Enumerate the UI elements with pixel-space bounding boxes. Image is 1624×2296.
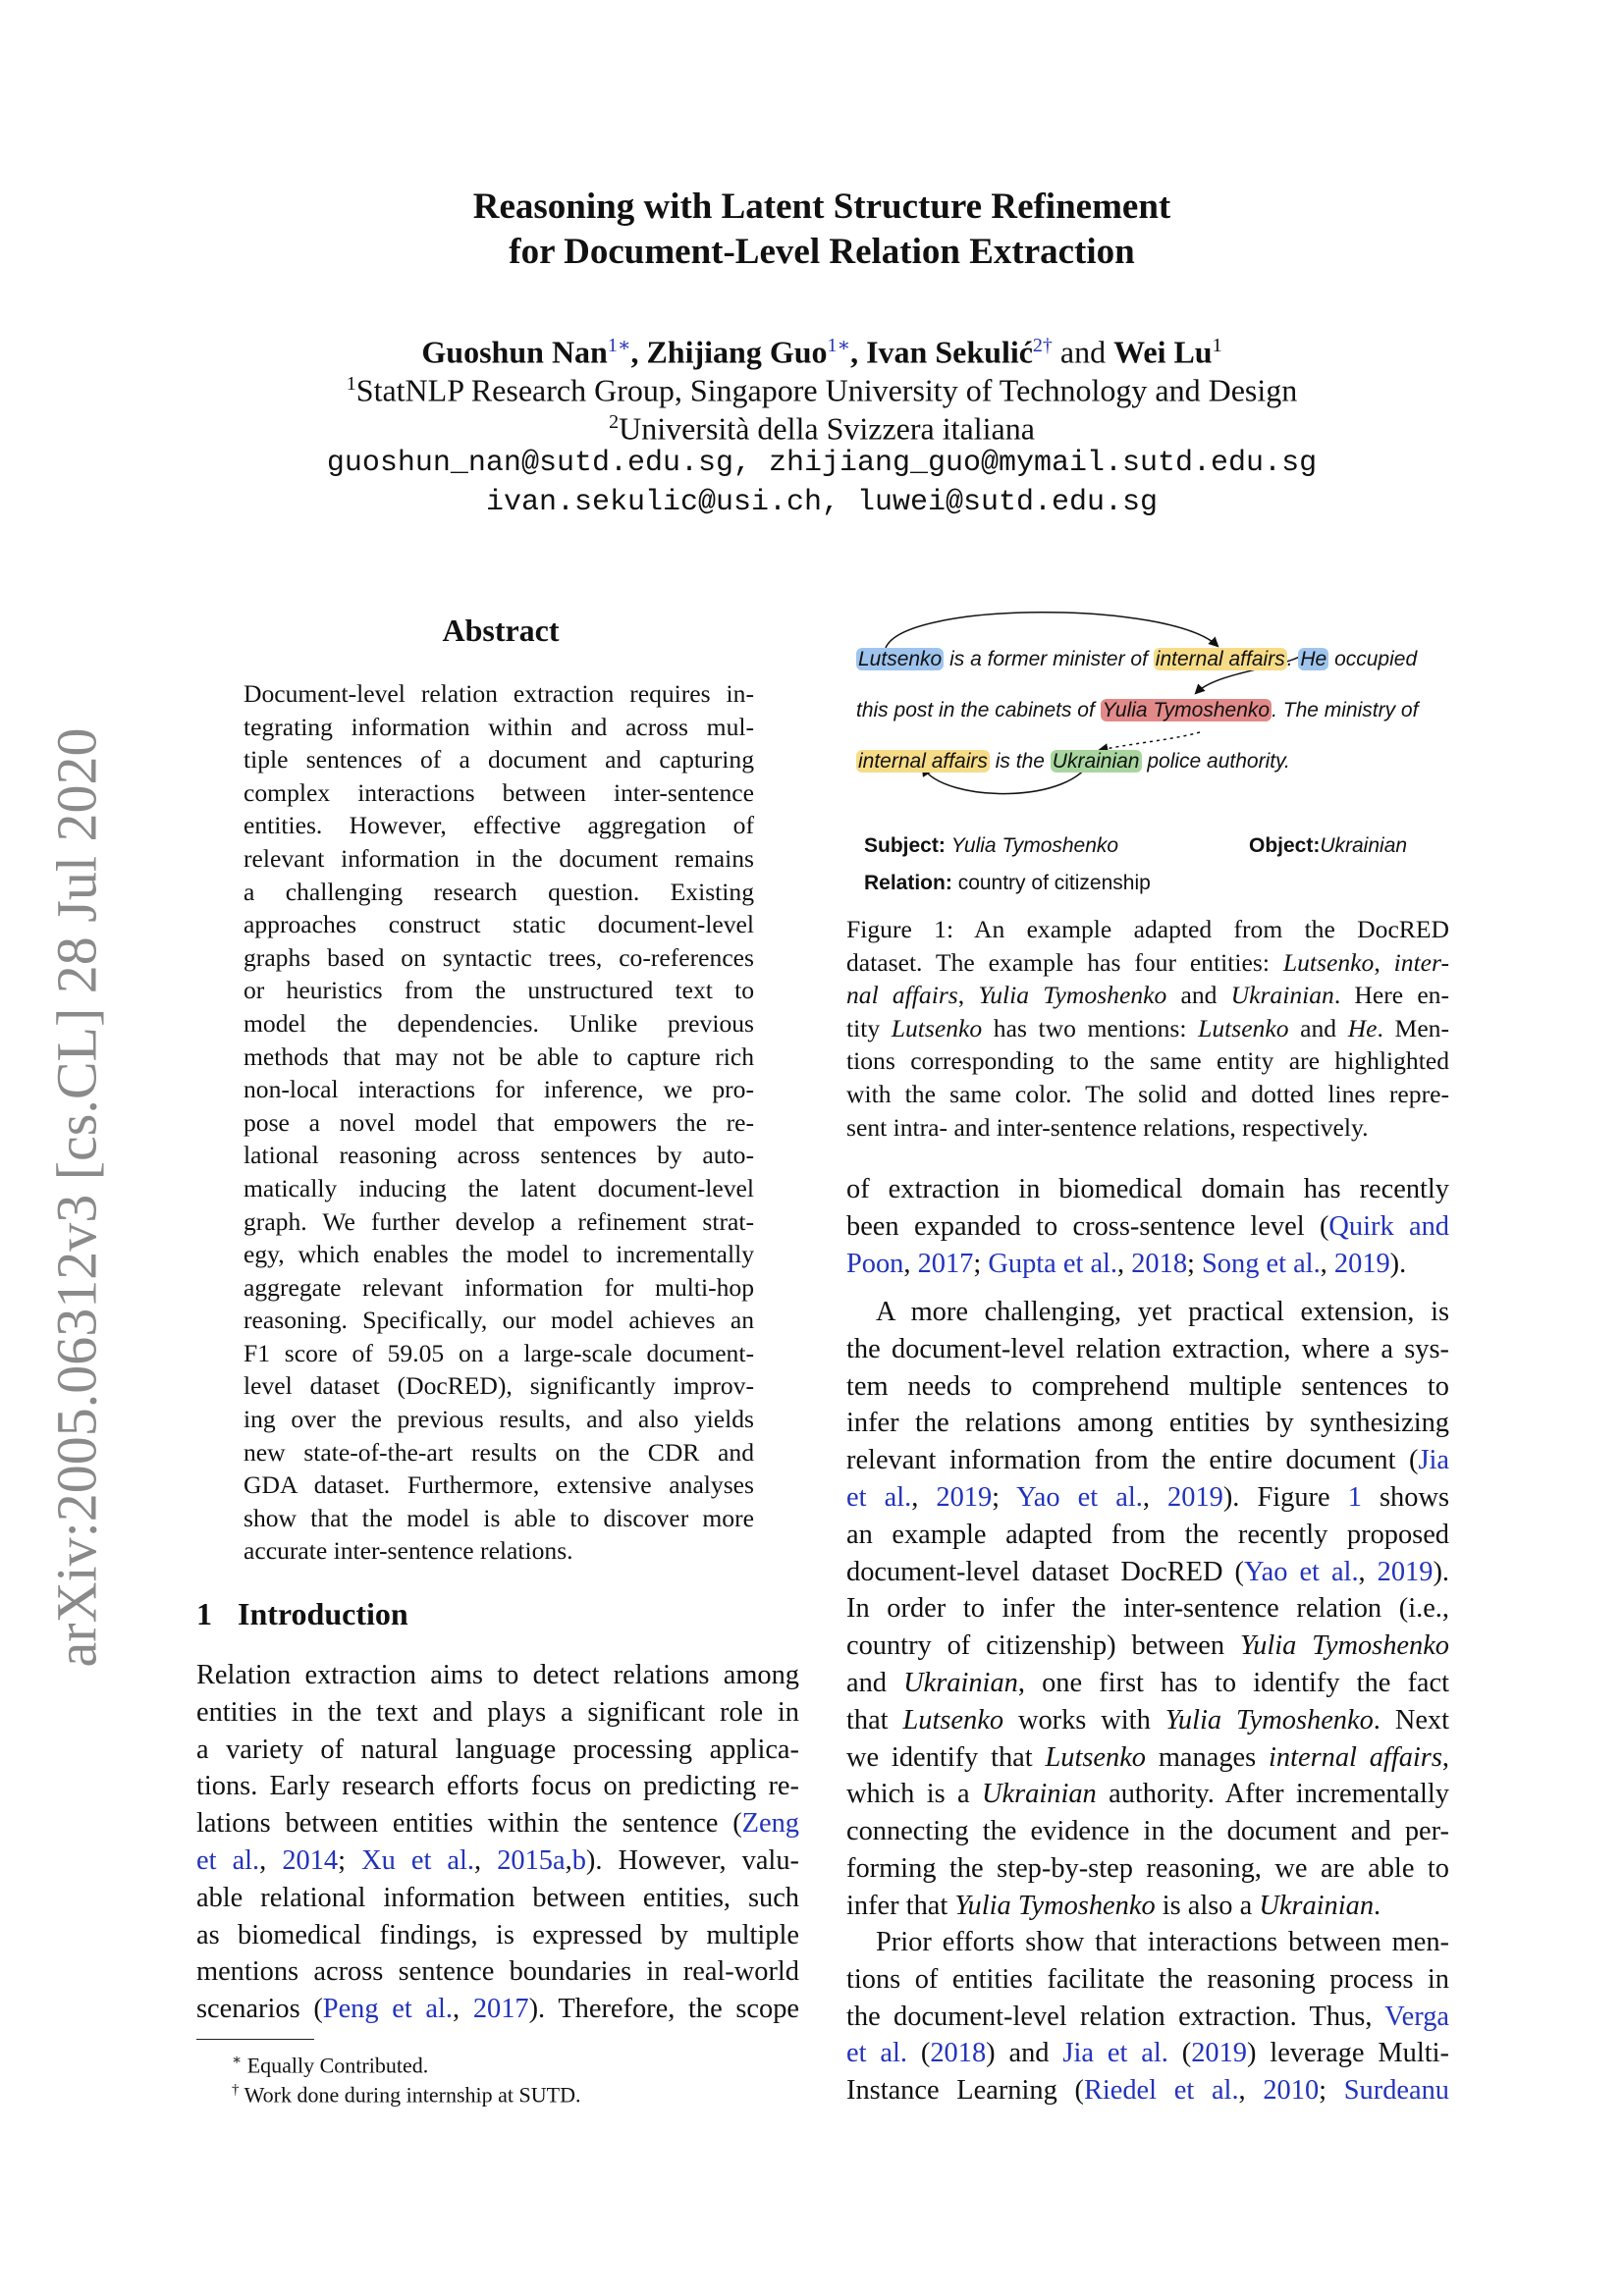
- author-2: Zhijiang Guo: [646, 334, 828, 370]
- entity-he: He: [1300, 648, 1327, 670]
- text-line: [846, 2072, 1449, 2109]
- text: tions corresponding to the same entity are highlighted: [846, 1046, 1449, 1076]
- abstract-line: matically inducing the latent document-level: [244, 1173, 754, 1202]
- citation-link[interactable]: Jia et al.: [1062, 2038, 1168, 2069]
- citation-link[interactable]: Surdeanu: [1343, 2075, 1449, 2107]
- text: ,: [565, 1844, 572, 1876]
- text-line: [846, 2035, 1449, 2072]
- text: ;: [1319, 2075, 1344, 2107]
- abstract-line: reasoning. Specifically, our model achieves an: [244, 1306, 754, 1335]
- abstract-line: new state-of-the-art results on the CDR and: [244, 1437, 754, 1467]
- text-line: [846, 1331, 1449, 1368]
- text-line: [846, 1554, 1449, 1591]
- author-4: Wei Lu: [1113, 334, 1213, 370]
- email-line-2: ivan.sekulic@usi.ch, luwei@sutd.edu.sg: [485, 486, 1159, 519]
- italic-text: Yulia Tymoshenko: [954, 1890, 1156, 1921]
- figure-1-caption: [846, 913, 1449, 1144]
- text: ,: [911, 1481, 937, 1513]
- text: and: [1166, 981, 1231, 1010]
- footnote-2-mark: †: [232, 2082, 240, 2098]
- citation-link[interactable]: Yao et al.: [1243, 1556, 1359, 1587]
- section-heading-introduction: [196, 1596, 408, 1632]
- text-line: [846, 946, 1449, 980]
- title-line-1: Reasoning with Latent Structure Refinement: [472, 187, 1171, 227]
- text: .: [1374, 1890, 1381, 1921]
- abstract-line: relevant information in the document remains: [244, 843, 754, 873]
- text: Instance Learning (: [846, 2075, 1084, 2107]
- text: a variety of natural language processing applica-: [196, 1734, 799, 1765]
- text-line: [846, 1479, 1449, 1517]
- text: Figure 1: An example adapted from the DocRED: [846, 915, 1449, 943]
- author-1: Guoshun Nan: [421, 334, 608, 370]
- text-line: [196, 1805, 799, 1842]
- citation-link[interactable]: 2015a: [497, 1844, 566, 1876]
- text-line: [196, 1768, 799, 1805]
- figure-subject: [864, 834, 1118, 858]
- text: and: [846, 1667, 904, 1698]
- text: ,: [453, 1994, 473, 2025]
- text: . Here en-: [1333, 981, 1449, 1010]
- title-line-2: for Document-Level Relation Extraction: [509, 232, 1135, 272]
- text: infer that: [846, 1890, 955, 1921]
- affiliation-2: [196, 402, 1447, 449]
- abstract-line: tegrating information within and across mul-: [244, 712, 754, 741]
- text-line: [846, 1739, 1449, 1777]
- text-line: [196, 1880, 799, 1917]
- citation-link[interactable]: Jia: [1418, 1445, 1449, 1476]
- text: ,: [1238, 2075, 1264, 2107]
- object-label: Object:: [1249, 834, 1321, 857]
- intro-right-column-bottom: [846, 1924, 1449, 2109]
- section-number: 1: [196, 1596, 212, 1631]
- text: ,: [1358, 1556, 1378, 1587]
- abstract-line: egy, which enables the model to incrementally: [244, 1240, 754, 1269]
- text: the document-level relation extraction, where a sys-: [846, 1333, 1449, 1364]
- abstract-body: [244, 677, 754, 1568]
- text-line: [846, 1924, 1449, 1961]
- italic-text: Yulia Tymoshenko: [1239, 1630, 1450, 1662]
- intro-left-column: [196, 1657, 799, 2028]
- text-line: [846, 1888, 1449, 1925]
- text-line: [846, 1590, 1449, 1628]
- citation-link[interactable]: 2018: [1131, 1248, 1188, 1279]
- abstract-line: aggregate relevant information for multi-hop: [244, 1272, 754, 1302]
- italic-text: Lutsenko: [902, 1704, 1004, 1735]
- intro-right-column-top: [846, 1171, 1449, 1282]
- citation-link[interactable]: Riedel et al.: [1083, 2075, 1239, 2107]
- citation-link[interactable]: et al.: [196, 1844, 260, 1876]
- italic-text: Ukrainian: [1259, 1890, 1375, 1921]
- figure-text: . The ministry of: [1272, 699, 1419, 721]
- text: ,: [259, 1844, 283, 1876]
- arxiv-sidebar: [27, 707, 126, 1688]
- author-1-mark: 1∗: [607, 335, 631, 356]
- text: relevant information from the entire document (: [846, 1445, 1419, 1476]
- abstract-line: graphs based on syntactic trees, co-references: [244, 942, 754, 972]
- affiliation-1-text: StatNLP Research Group, Singapore University of Technology and Design: [355, 372, 1298, 408]
- citation-link[interactable]: et al.: [846, 2038, 907, 2069]
- text-line: [846, 913, 1449, 946]
- text: which is a: [846, 1779, 983, 1810]
- abstract-line: model the dependencies. Unlike previous: [244, 1008, 754, 1038]
- text: Relation extraction aims to detect relations among: [196, 1660, 799, 1690]
- text: with the same color. The solid and dotted lines repre-: [846, 1079, 1449, 1108]
- citation-link[interactable]: 2018: [930, 2038, 987, 2069]
- text-line: [196, 1732, 799, 1769]
- italic-text: Lutsenko: [891, 1013, 983, 1042]
- text: mentions across sentence boundaries in real-world: [196, 1956, 799, 1988]
- abstract-line: or heuristics from the unstructured text to: [244, 976, 754, 1005]
- text-line: [846, 1294, 1449, 1331]
- text: ;: [992, 1481, 1017, 1513]
- text-line: [846, 1442, 1449, 1479]
- figure-text: .: [1286, 648, 1299, 670]
- text: ,: [1441, 1741, 1449, 1773]
- author-3-mark: 2†: [1032, 335, 1053, 356]
- abstract-line: tiple sentences of a document and capturing: [244, 745, 754, 774]
- text-line: [846, 1208, 1449, 1246]
- text: ;: [338, 1844, 362, 1876]
- affiliation-2-mark: 2: [609, 411, 620, 433]
- citation-link[interactable]: 2019: [1377, 1556, 1434, 1587]
- affiliation-1-mark: 1: [346, 373, 356, 395]
- abstract-line: GDA dataset. Furthermore, extensive analyses: [244, 1470, 754, 1500]
- text: ,: [474, 1844, 498, 1876]
- abstract-line: graph. We further develop a refinement strat-: [244, 1206, 754, 1236]
- text: ,: [1374, 947, 1394, 977]
- figure-relation: [864, 872, 1151, 895]
- figure-sentence-2: [856, 699, 1418, 722]
- arxiv-identifier: arXiv:2005.06312v3 [cs.CL] 28 Jul 2020: [44, 727, 109, 1668]
- text: the document-level relation extraction. Thus,: [846, 2001, 1385, 2032]
- citation-link[interactable]: Poon: [846, 1248, 904, 1279]
- citation-link[interactable]: 2019: [1333, 1248, 1390, 1279]
- text-line: [846, 1517, 1449, 1554]
- italic-text: Ukrainian: [982, 1779, 1097, 1810]
- text: and: [1288, 1013, 1348, 1042]
- abstract-line: entities. However, effective aggregation of: [244, 811, 754, 840]
- figure-text: this post in the cabinets of: [856, 699, 1101, 721]
- text: tions of entities facilitate the reasoning process in: [846, 1963, 1449, 1995]
- text: forming the step-by-step reasoning, we are able to: [846, 1852, 1449, 1884]
- object-value: Ukrainian: [1320, 834, 1408, 857]
- text-line: [846, 1961, 1449, 1999]
- text: infer the relations among entities by synthesizing: [846, 1408, 1449, 1439]
- text-line: [846, 979, 1449, 1012]
- italic-text: Ukrainian: [1230, 981, 1334, 1010]
- footnote-2-text: Work done during internship at SUTD.: [244, 2082, 581, 2108]
- italic-text: Lutsenko: [1282, 947, 1375, 977]
- abstract-line: approaches construct static document-level: [244, 910, 754, 939]
- text: authority. After incrementally: [1096, 1779, 1449, 1810]
- relation-value: country of citizenship: [957, 872, 1151, 894]
- text-line: [196, 1991, 799, 2028]
- entity-internal-affairs: internal affairs: [1155, 648, 1285, 670]
- text: of extraction in biomedical domain has recently: [846, 1174, 1449, 1204]
- text: scenarios (: [196, 1994, 323, 2025]
- citation-link[interactable]: 2017: [472, 1994, 529, 2025]
- affiliation-2-text: Università della Svizzera italiana: [619, 410, 1035, 447]
- text: ,: [957, 981, 979, 1010]
- abstract-line: level dataset (DocRED), significantly improv-: [244, 1371, 754, 1401]
- abstract-line: F1 score of 59.05 on a large-scale document-: [244, 1338, 754, 1367]
- text: sent intra- and inter-sentence relations, respectively.: [846, 1112, 1369, 1142]
- author-and: and: [1059, 334, 1107, 370]
- author-list: Guoshun Nan$^{1∗}$, Zhijiang Guo$^{1∗}$, Ivan Sekulić$^{2\dagger}$ and Wei Lu$^1$: [421, 334, 1222, 370]
- entity-yulia-tymoshenko: Yulia Tymoshenko: [1102, 699, 1271, 721]
- author-2-mark: 1∗: [827, 335, 851, 356]
- text-line: [196, 1694, 799, 1732]
- text: ) leverage Multi-: [1247, 2038, 1449, 2069]
- text: able relational information between entities, such: [196, 1882, 799, 1913]
- email-line-1: guoshun_nan@sutd.edu.sg, zhijiang_guo@mymail.sutd.edu.sg: [326, 447, 1318, 480]
- text: ). However, valu-: [585, 1844, 799, 1876]
- citation-link[interactable]: 2010: [1263, 2075, 1320, 2107]
- text: ;: [1187, 1248, 1203, 1279]
- text: ;: [973, 1248, 989, 1279]
- author-4-mark: 1: [1212, 335, 1222, 356]
- figure-text: occupied: [1328, 648, 1418, 670]
- text: A more challenging, yet practical extension, is: [876, 1297, 1449, 1327]
- abstract-line: complex interactions between inter-sentence: [244, 777, 754, 807]
- text: connecting the evidence in the document and per-: [846, 1816, 1449, 1847]
- text: ,: [903, 1248, 918, 1279]
- text: ). Therefore, the scope: [528, 1994, 800, 2025]
- figure-1: [846, 609, 1449, 903]
- footnote-rule: [196, 2039, 314, 2040]
- italic-text: Ukrainian: [903, 1667, 1018, 1698]
- citation-link[interactable]: b: [571, 1844, 586, 1876]
- citation-link[interactable]: Verga: [1384, 2001, 1449, 2032]
- abstract-line: Document-level relation extraction requires in-: [244, 679, 754, 708]
- citation-link[interactable]: 2019: [936, 1481, 993, 1513]
- text: . Next: [1373, 1704, 1450, 1735]
- citation-link[interactable]: 2017: [917, 1248, 974, 1279]
- dotted-arrow-yulia-ukrainian: [1100, 732, 1200, 750]
- subject-label: Subject:: [864, 834, 946, 857]
- italic-text: internal affairs: [1269, 1741, 1442, 1773]
- text-line: [846, 1012, 1449, 1045]
- text-line: [846, 1776, 1449, 1813]
- text: works with: [1003, 1704, 1165, 1735]
- text: ,: [1117, 1248, 1132, 1279]
- relation-label: Relation:: [864, 872, 952, 894]
- text-line: [196, 1917, 799, 1954]
- citation-link[interactable]: Quirk and: [1328, 1210, 1450, 1242]
- text: been expanded to cross-sentence level (: [846, 1210, 1329, 1242]
- paper-title: [196, 185, 1447, 275]
- text-line: [846, 1628, 1449, 1665]
- text-line: [846, 1665, 1449, 1702]
- text: manages: [1146, 1741, 1269, 1773]
- citation-link[interactable]: 2019: [1167, 1481, 1223, 1513]
- arrow-lutsenko-internal-affairs: [886, 613, 1218, 648]
- italic-text: He: [1347, 1013, 1378, 1042]
- text: an example adapted from the recently proposed: [846, 1519, 1449, 1550]
- text-line: [846, 1850, 1449, 1888]
- figure-text: police authority.: [1141, 750, 1290, 773]
- text-line: [846, 1078, 1449, 1111]
- text: tity: [846, 1013, 892, 1042]
- text: entities in the text and plays a significant role in: [196, 1696, 799, 1728]
- italic-text: Lutsenko: [1045, 1741, 1146, 1773]
- text: ,: [1142, 1481, 1168, 1513]
- abstract-line: ing over the previous results, and also yields: [244, 1405, 754, 1434]
- italic-text: Yulia Tymoshenko: [978, 981, 1167, 1010]
- text-line: [846, 1813, 1449, 1850]
- text: lations between entities within the sentence (: [196, 1808, 742, 1840]
- italic-text: nal affairs: [846, 981, 958, 1010]
- text: has two mentions:: [982, 1013, 1199, 1042]
- abstract-line: a challenging research question. Existing: [244, 877, 754, 906]
- abstract-line: methods that may not be able to capture rich: [244, 1041, 754, 1071]
- italic-text: Yulia Tymoshenko: [1164, 1704, 1374, 1735]
- subject-value: Yulia Tymoshenko: [950, 834, 1119, 857]
- figure-object: [1249, 834, 1407, 858]
- text: , one first has to identify the fact: [1017, 1667, 1450, 1698]
- text: is also a: [1155, 1890, 1260, 1921]
- text: (: [906, 2038, 931, 2069]
- text: ).: [1433, 1556, 1449, 1587]
- text: tem needs to comprehend multiple sentences to: [846, 1370, 1449, 1402]
- text-line: [196, 1842, 799, 1880]
- text: that: [846, 1704, 903, 1735]
- citation-link[interactable]: Xu et al.: [361, 1844, 475, 1876]
- citation-link[interactable]: Gupta et al.: [988, 1248, 1118, 1279]
- text-line: [846, 1246, 1449, 1283]
- text: Prior efforts show that interactions between men-: [876, 1927, 1449, 1957]
- figure-sentence-3: [856, 750, 1290, 774]
- text-line: [846, 1368, 1449, 1406]
- figure-sentence-1: [856, 648, 1417, 671]
- abstract-heading: Abstract: [442, 613, 560, 648]
- citation-link[interactable]: 1: [1347, 1481, 1362, 1513]
- text-line: [846, 1702, 1449, 1739]
- text: as biomedical findings, is expressed by multiple: [196, 1919, 799, 1950]
- italic-text: Lutsenko: [1198, 1013, 1289, 1042]
- text: country of citizenship) between: [846, 1630, 1240, 1662]
- text: tions. Early research efforts focus on predicting re-: [196, 1771, 799, 1802]
- section-title: Introduction: [238, 1596, 408, 1631]
- text: ,: [1320, 1248, 1334, 1279]
- text: In order to infer the inter-sentence relation (i.e.,: [846, 1593, 1449, 1625]
- text: shows: [1361, 1481, 1449, 1513]
- entity-ukrainian: Ukrainian: [1052, 750, 1140, 773]
- citation-link[interactable]: Peng et al.: [322, 1994, 454, 2025]
- text-line: [846, 1111, 1449, 1145]
- author-3: Ivan Sekulić: [866, 334, 1033, 370]
- text: (: [1167, 2038, 1192, 2069]
- entity-internal-affairs-2: internal affairs: [858, 750, 988, 773]
- text-line: [846, 1171, 1449, 1208]
- footnote-2: [232, 2075, 580, 2109]
- text: we identify that: [846, 1741, 1046, 1773]
- text: . Men-: [1377, 1013, 1449, 1042]
- citation-link[interactable]: 2019: [1191, 2038, 1247, 2069]
- citation-link[interactable]: Song et al.: [1202, 1248, 1321, 1279]
- text-line: [846, 1044, 1449, 1078]
- abstract-line: lational reasoning across sentences by auto-: [244, 1141, 754, 1170]
- text-line: [846, 1405, 1449, 1442]
- abstract-line: non-local interactions for inference, we pro-: [244, 1075, 754, 1104]
- entity-lutsenko: Lutsenko: [858, 648, 943, 670]
- text: dataset. The example has four entities:: [846, 947, 1283, 977]
- intro-right-column-middle: [846, 1294, 1449, 1925]
- text: ).: [1389, 1248, 1407, 1279]
- abstract-line: show that the model is able to discover more: [244, 1503, 754, 1532]
- text-line: [196, 1657, 799, 1694]
- figure-text: is the: [989, 750, 1051, 773]
- text: ) and: [986, 2038, 1063, 2069]
- abstract-line: accurate inter-sentence relations.: [244, 1536, 573, 1566]
- abstract-line: pose a novel model that empowers the re-: [244, 1107, 754, 1137]
- italic-text: inter-: [1393, 947, 1450, 977]
- citation-link[interactable]: Yao et al.: [1016, 1481, 1143, 1513]
- citation-link[interactable]: Zeng: [741, 1808, 799, 1840]
- text: ). Figure: [1222, 1481, 1348, 1513]
- citation-link[interactable]: 2014: [282, 1844, 339, 1876]
- text-line: [196, 1953, 799, 1991]
- footnote-1-text: Equally Contributed.: [246, 2053, 429, 2078]
- citation-link[interactable]: et al.: [846, 1481, 912, 1513]
- text: document-level dataset DocRED (: [846, 1556, 1244, 1587]
- text-line: [846, 1999, 1449, 2036]
- figure-text: is a former minister of: [944, 648, 1154, 670]
- footnote-1-mark: ∗: [232, 2053, 243, 2068]
